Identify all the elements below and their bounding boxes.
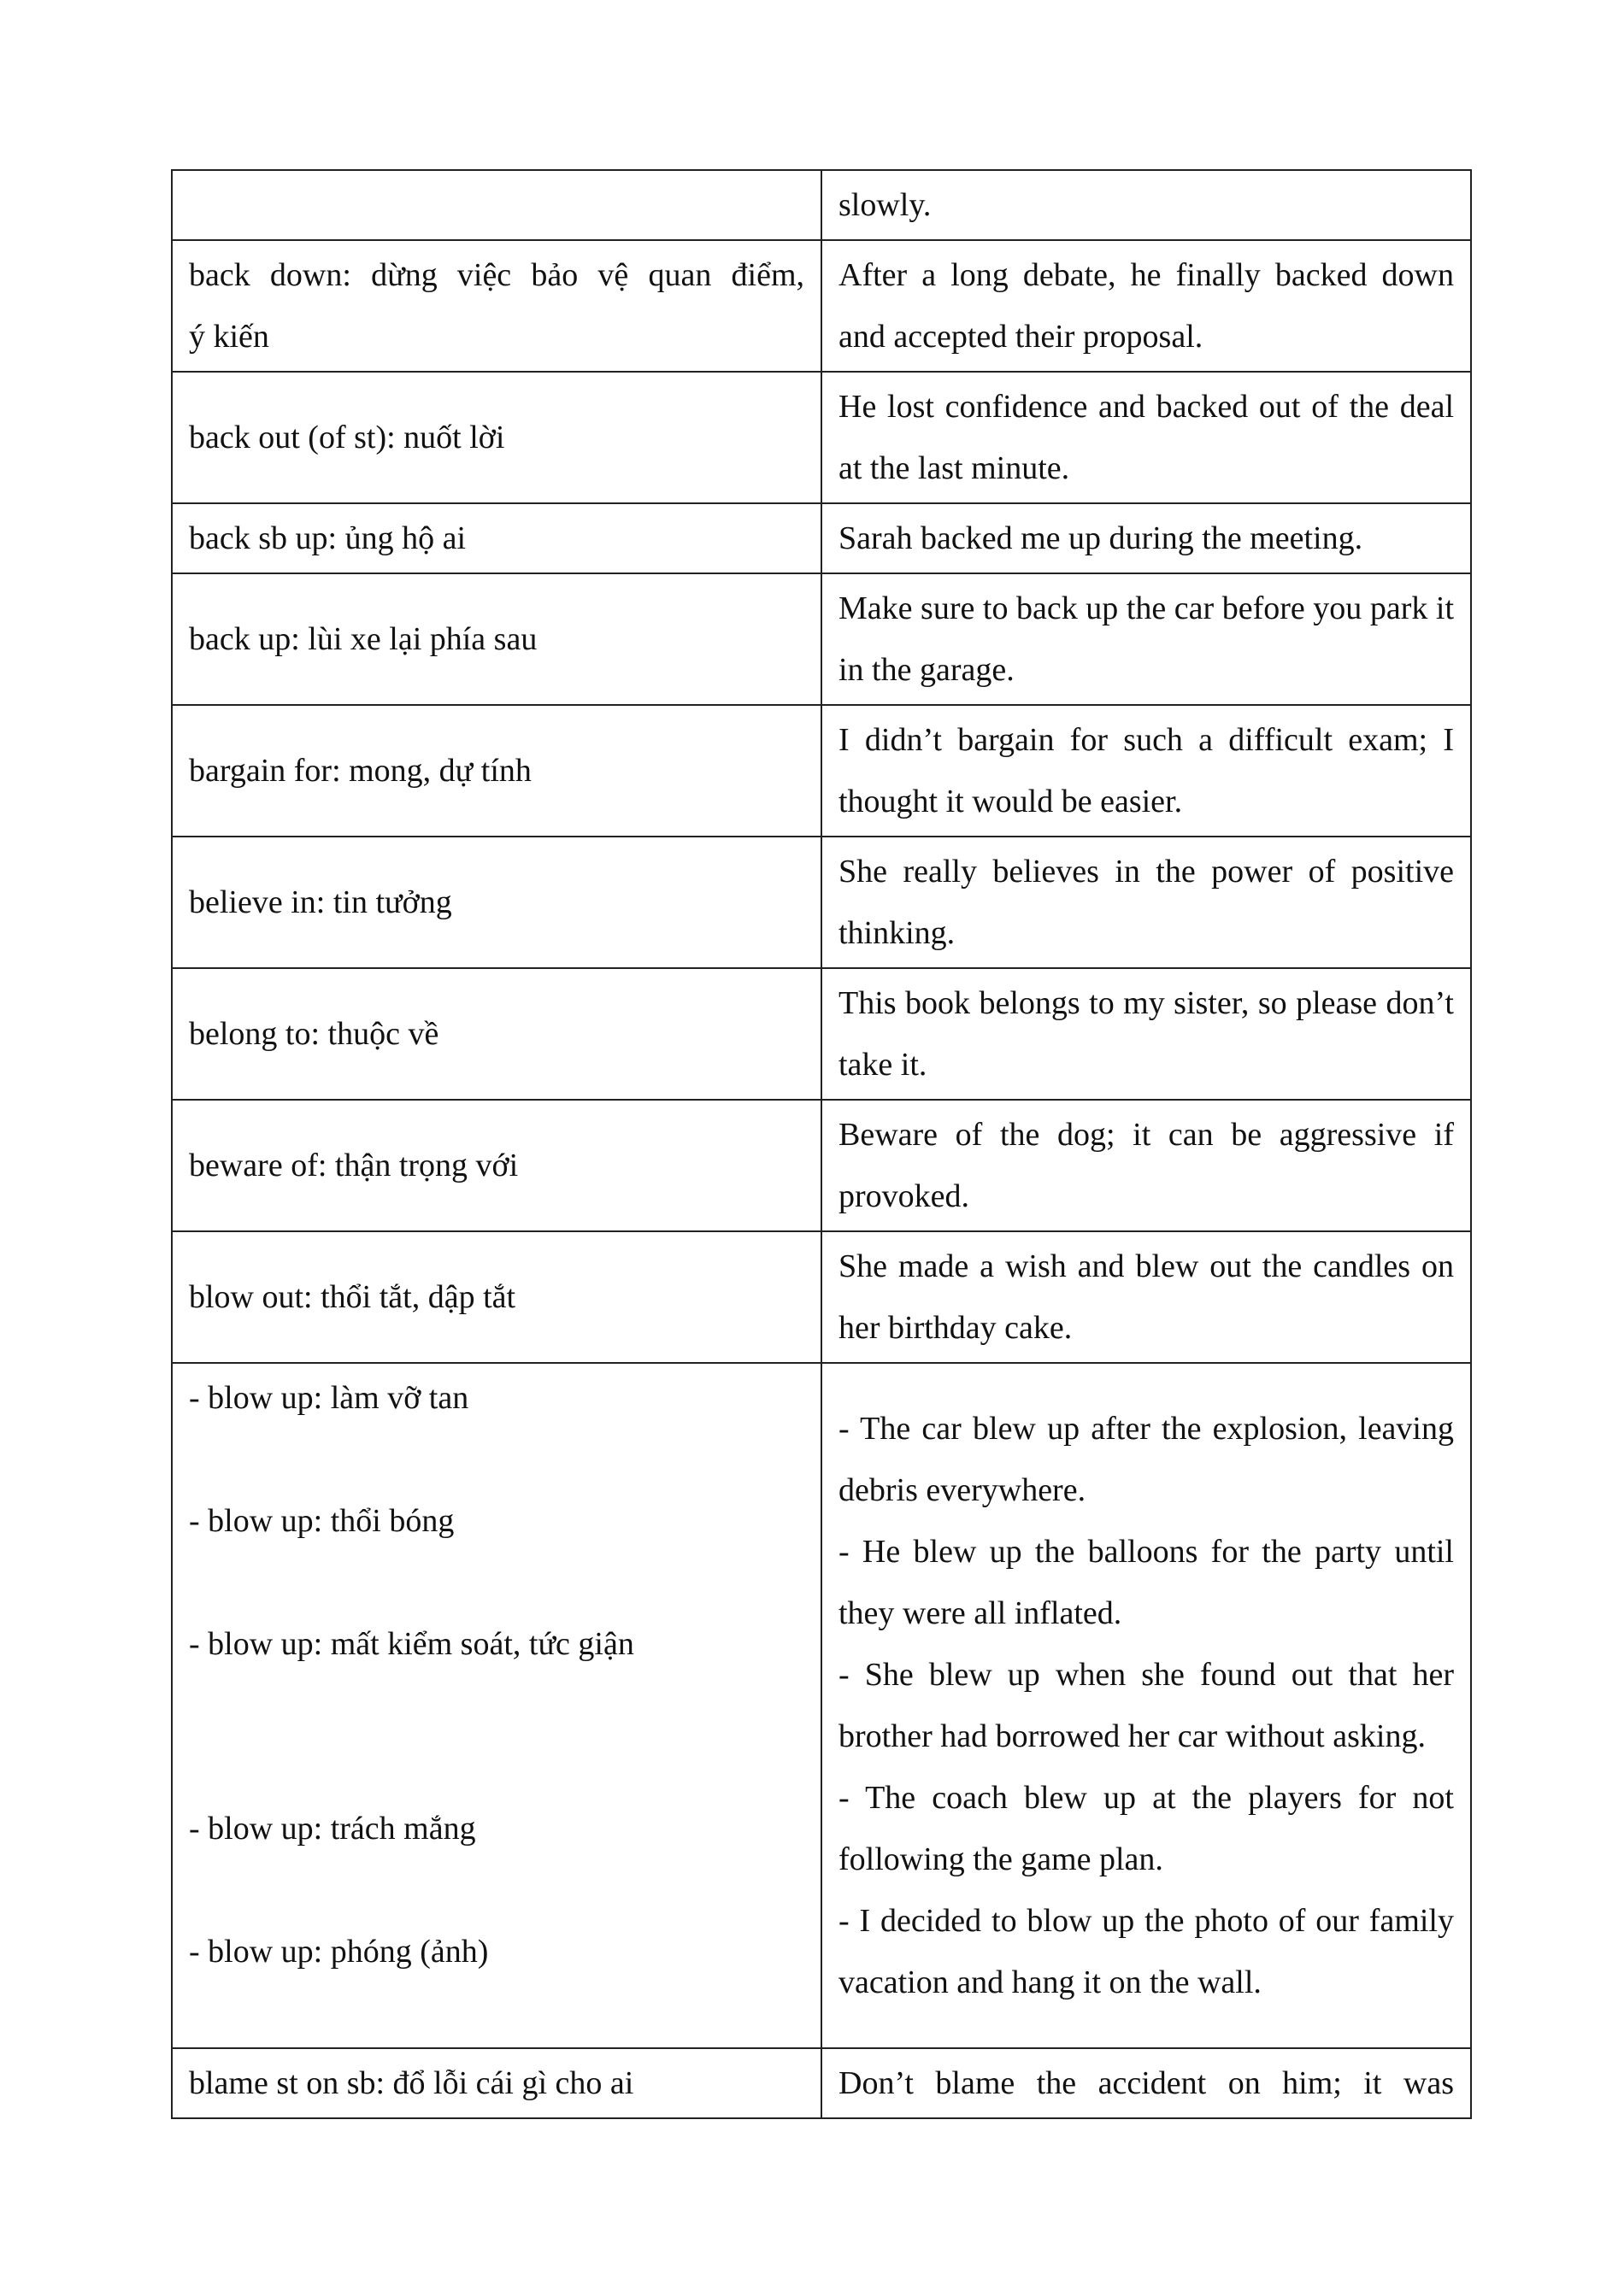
example-cell: He lost confidence and backed out of the deal at the last minute. bbox=[821, 372, 1471, 503]
example-cell bbox=[821, 1363, 1471, 2048]
table-row bbox=[172, 1231, 1471, 1363]
phrase-cell: blow out: thổi tắt, dập tắt bbox=[172, 1231, 821, 1363]
spacer bbox=[189, 1675, 804, 1798]
phrase-cell bbox=[172, 240, 821, 372]
table-row bbox=[172, 705, 1471, 837]
example-cell: slowly. bbox=[821, 170, 1471, 240]
table-row bbox=[172, 503, 1471, 573]
table-row bbox=[172, 1100, 1471, 1231]
phrase-cell: believe in: tin tưởng bbox=[172, 837, 821, 968]
example-line: - I decided to blow up the photo of our family vacation and hang it on the wall. bbox=[838, 1903, 1454, 2000]
phrase-cell: bargain for: mong, dự tính bbox=[172, 705, 821, 837]
example-line: - The car blew up after the explosion, leaving debris everywhere. bbox=[838, 1411, 1454, 1508]
phrase-cell: beware of: thận trọng với bbox=[172, 1100, 821, 1231]
example-cell: After a long debate, he finally backed down and accepted their proposal. bbox=[821, 240, 1471, 372]
spacer bbox=[189, 1982, 804, 2044]
spacer bbox=[189, 1859, 804, 1921]
example-line: Don’t blame the accident on him; it was bbox=[838, 2065, 1454, 2101]
phrase-cell: blame st on sb: đổ lỗi cái gì cho ai bbox=[172, 2048, 821, 2118]
phrase-cell bbox=[172, 1363, 821, 2048]
example-cell: This book belongs to my sister, so please don’t take it. bbox=[821, 968, 1471, 1100]
phrase-line: back down: dừng việc bảo vệ quan điểm, bbox=[189, 257, 804, 293]
phrase-line: ý kiến bbox=[189, 319, 269, 355]
example-cell: Make sure to back up the car before you park it in the garage. bbox=[821, 573, 1471, 705]
phrasal-verb-table bbox=[171, 169, 1472, 2119]
table-row bbox=[172, 372, 1471, 503]
example-cell: Beware of the dog; it can be aggressive if provoked. bbox=[821, 1100, 1471, 1231]
phrase-cell: back sb up: ủng hộ ai bbox=[172, 503, 821, 573]
table-row-blow-up bbox=[172, 1363, 1471, 2048]
phrase-cell: belong to: thuộc về bbox=[172, 968, 821, 1100]
table-row bbox=[172, 240, 1471, 372]
example-line: - She blew up when she found out that her brother had borrowed her car without asking. bbox=[838, 1657, 1454, 1754]
example-cell: I didn’t bargain for such a difficult exam; I thought it would be easier. bbox=[821, 705, 1471, 837]
phrase-cell: back out (of st): nuốt lời bbox=[172, 372, 821, 503]
spacer bbox=[189, 1552, 804, 1613]
example-line: - The coach blew up at the players for not following the game plan. bbox=[838, 1780, 1454, 1877]
phrase-cell bbox=[172, 170, 821, 240]
example-cell: She made a wish and blew out the candles on her birthday cake. bbox=[821, 1231, 1471, 1363]
spacer bbox=[189, 1429, 804, 1490]
example-cell: Sarah backed me up during the meeting. bbox=[821, 503, 1471, 573]
table-row bbox=[172, 573, 1471, 705]
example-cell bbox=[821, 2048, 1471, 2118]
phrase-line: - blow up: phóng (ảnh) bbox=[189, 1934, 489, 1970]
phrase-line: - blow up: mất kiểm soát, tức giận bbox=[189, 1626, 634, 1662]
example-line: - He blew up the balloons for the party until they were all inflated. bbox=[838, 1534, 1454, 1631]
table-row bbox=[172, 2048, 1471, 2118]
phrase-line: - blow up: thổi bóng bbox=[189, 1503, 455, 1539]
table-row bbox=[172, 968, 1471, 1100]
phrase-cell: back up: lùi xe lại phía sau bbox=[172, 573, 821, 705]
phrase-line: - blow up: trách mắng bbox=[189, 1811, 476, 1847]
phrase-line: - blow up: làm vỡ tan bbox=[189, 1380, 469, 1416]
example-cell: She really believes in the power of positive thinking. bbox=[821, 837, 1471, 968]
table-row bbox=[172, 837, 1471, 968]
table-row bbox=[172, 170, 1471, 240]
